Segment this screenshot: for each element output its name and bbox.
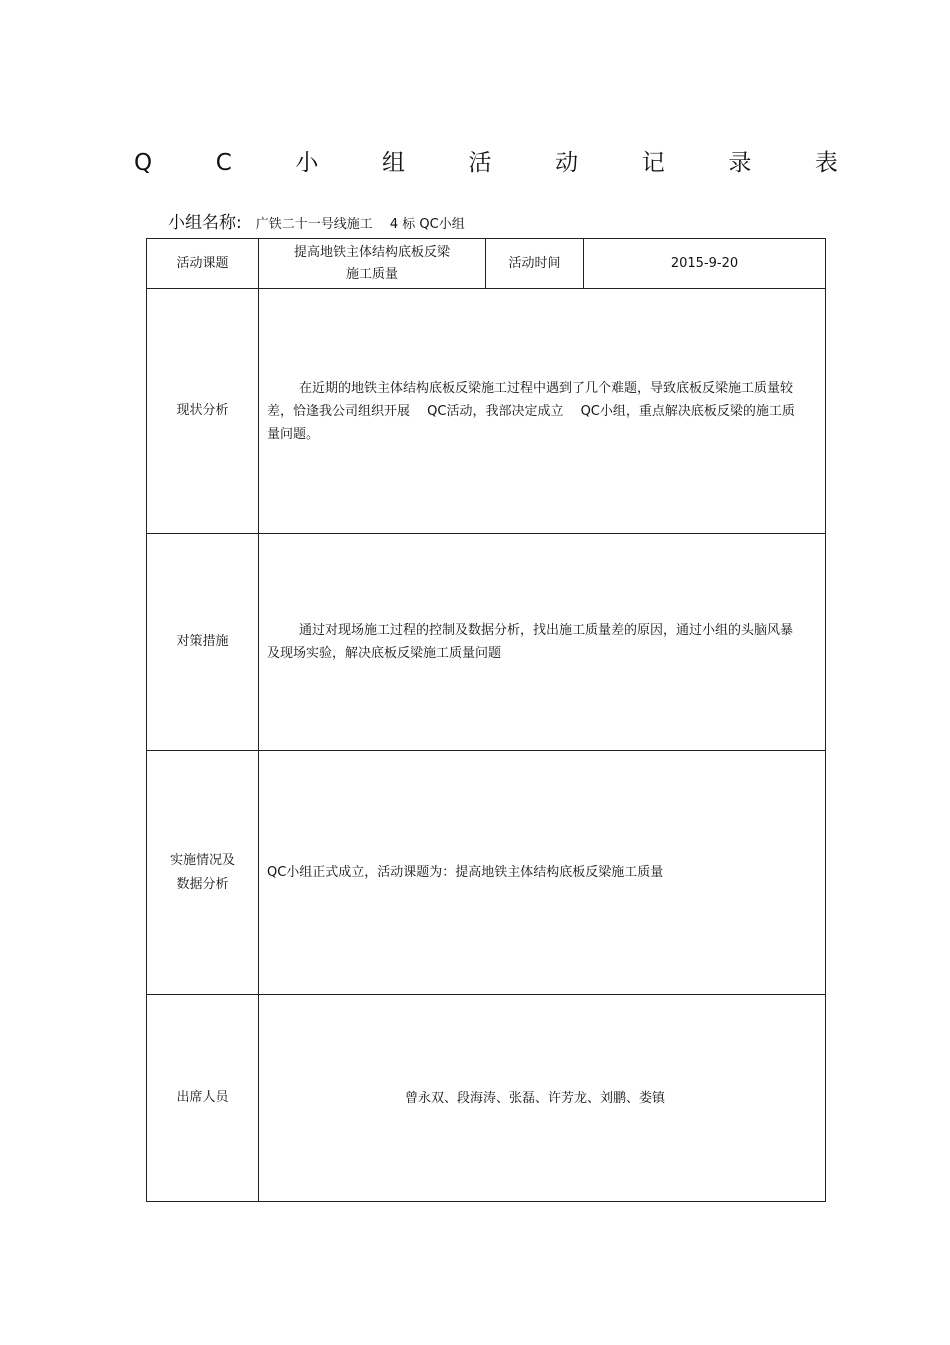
measures-text: 通过对现场施工过程的控制及数据分析，找出施工质量差的原因，通过小组的头脑风暴及现场实验，解决底板反梁施工质量问题 (267, 623, 794, 661)
form-title (134, 146, 838, 180)
group-name-value: 广铁二十一号线施工 4 标 QC小组 (255, 217, 465, 232)
topic-value-text: 提高地铁主体结构底板反梁施工质量 (293, 244, 450, 282)
status-label: 现状分析 (147, 289, 259, 534)
time-label: 活动时间 (486, 239, 584, 289)
title-char: 录 (728, 150, 752, 176)
attendees-label: 出席人员 (147, 995, 259, 1202)
measures-label: 对策措施 (147, 534, 259, 751)
title-char: 记 (641, 150, 665, 176)
group-name-line (168, 210, 465, 236)
implementation-label-line2: 数据分析 (176, 876, 229, 892)
status-row (147, 289, 826, 534)
implementation-text: QC小组正式成立，活动课题为：提高地铁主体结构底板反梁施工质量 (267, 865, 664, 880)
title-char: 活 (468, 150, 492, 176)
title-char: 组 (381, 150, 405, 176)
attendees-names: 曾永双、段海涛、张磊、许芳龙、刘鹏、娄镇 (404, 1090, 665, 1106)
title-char: 动 (555, 150, 579, 176)
implementation-row (147, 751, 826, 995)
time-value: 2015-9-20 (584, 239, 826, 289)
title-char: 小 (295, 150, 319, 176)
implementation-content (259, 751, 826, 995)
title-char: 表 (814, 150, 838, 176)
implementation-label-line1: 实施情况及 (169, 852, 235, 868)
implementation-label (147, 751, 259, 995)
header-row (147, 239, 826, 289)
measures-row (147, 534, 826, 751)
status-text: 在近期的地铁主体结构底板反梁施工过程中遇到了几个难题，导致底板反梁施工质量较差，恰逢我公司组织开展 QC活动，我部决定成立 QC小组，重点解决底板反梁的施工质量问题。 (267, 380, 795, 442)
status-content (259, 289, 826, 534)
record-table (146, 238, 826, 1202)
measures-content (259, 534, 826, 751)
group-name-label: 小组名称: (168, 213, 242, 233)
title-char: C (215, 150, 232, 176)
title-char: Q (134, 150, 153, 176)
topic-label: 活动课题 (147, 239, 259, 289)
attendees-content (259, 995, 826, 1202)
attendees-row (147, 995, 826, 1202)
topic-value (259, 239, 486, 289)
